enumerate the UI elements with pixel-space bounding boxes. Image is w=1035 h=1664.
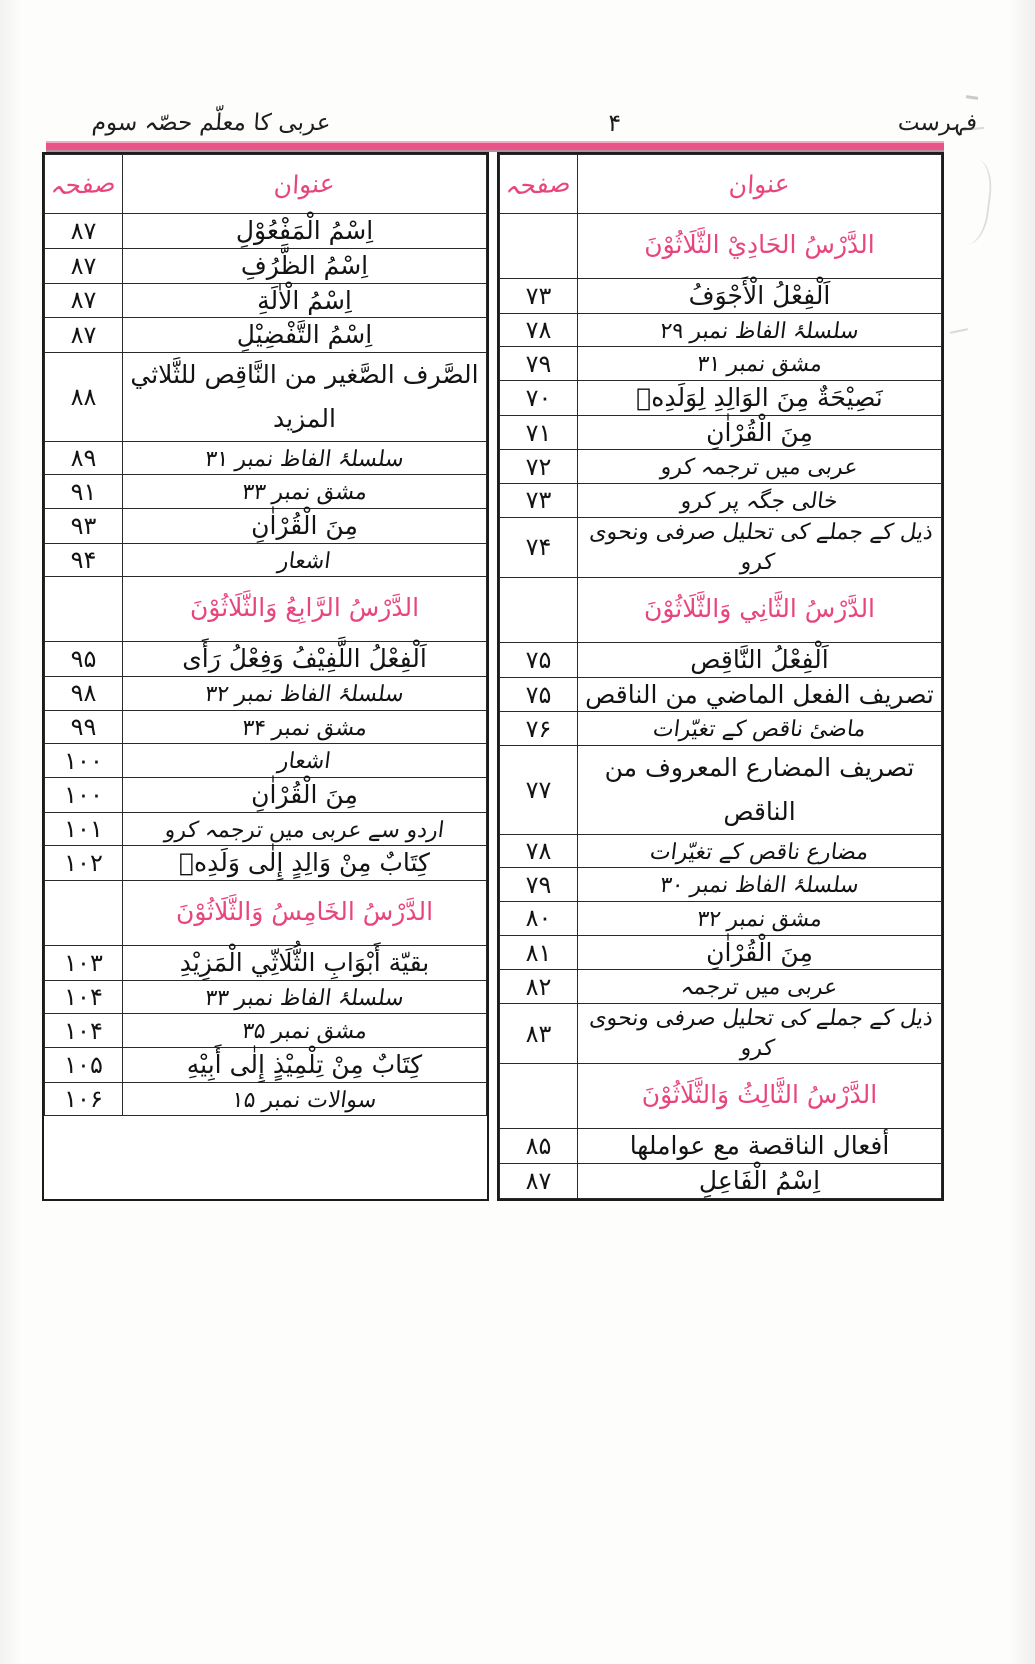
table-row bbox=[45, 710, 487, 744]
table-row bbox=[500, 278, 942, 313]
table-row bbox=[500, 935, 942, 970]
entry-page-number: ۸۲ bbox=[500, 970, 578, 1004]
entry-title-text: الدَّرْسُ الحَادِيْ الثَّلَاثُوْنَ bbox=[644, 230, 875, 259]
entry-title-text: اِسْمُ الْفَاعِلِ bbox=[698, 1165, 821, 1195]
entry-title-text: اَلْفِعْلُ اللَّفِيْفُ وَفِعْلُ رَأَى bbox=[182, 644, 427, 674]
entry-title-text: سلسلۂ الفاظ نمبر ۲۹ bbox=[658, 318, 861, 344]
table-row bbox=[500, 970, 942, 1004]
entry-title bbox=[578, 347, 942, 381]
entry-page-number: ۸۸ bbox=[45, 353, 123, 442]
table-row bbox=[500, 1004, 942, 1064]
entry-title-text: اِسْمُ الْمَفْعُوْلِ bbox=[235, 216, 374, 245]
table-row bbox=[45, 318, 487, 353]
entry-page-number: ۷۳ bbox=[500, 278, 578, 313]
entry-page-number: ۷۵ bbox=[500, 677, 578, 712]
entry-page-number: ۱۰۵ bbox=[45, 1047, 123, 1082]
table-header-row bbox=[500, 155, 942, 214]
table-row bbox=[45, 744, 487, 778]
entry-page-number: ۹۴ bbox=[45, 543, 123, 577]
entry-title bbox=[123, 881, 487, 946]
entry-page-number: ۸۷ bbox=[500, 1163, 578, 1198]
toc-panel-right bbox=[497, 152, 944, 1201]
table-row bbox=[45, 508, 487, 543]
entry-title bbox=[123, 353, 487, 442]
entry-title-text: مشق نمبر ۳۴ bbox=[240, 715, 369, 741]
table-row bbox=[500, 517, 942, 577]
entry-page-number: ۹۵ bbox=[45, 642, 123, 677]
entry-title bbox=[123, 945, 487, 980]
entry-title-text: مشق نمبر ۳۳ bbox=[240, 480, 369, 506]
entry-title-text: اشعار bbox=[276, 548, 333, 574]
entry-page-number bbox=[500, 1064, 578, 1129]
entry-page-number bbox=[500, 214, 578, 279]
entry-page-number: ۸۳ bbox=[500, 1004, 578, 1064]
entry-page-number: ۸۵ bbox=[500, 1129, 578, 1164]
entry-title-text: ذیل کے جملے کی تحلیل صرفی ونحوی کرو bbox=[588, 1006, 935, 1061]
table-header-row bbox=[45, 155, 487, 214]
entry-title bbox=[578, 712, 942, 746]
table-row bbox=[500, 642, 942, 677]
entry-title-text: عربی میں ترجمہ bbox=[679, 975, 840, 1001]
entry-title-text: اردو سے عربی میں ترجمہ کرو bbox=[163, 817, 446, 843]
entry-page-number bbox=[45, 881, 123, 946]
lesson-heading-row bbox=[500, 214, 942, 279]
entry-title bbox=[123, 248, 487, 283]
entry-title bbox=[123, 1047, 487, 1082]
entry-title-text: الدَّرْسُ الثَّانِي وَالثَّلَاثُوْنَ bbox=[643, 594, 876, 624]
table-row bbox=[45, 475, 487, 509]
table-row bbox=[500, 677, 942, 712]
entry-title bbox=[578, 313, 942, 347]
entry-title bbox=[578, 901, 942, 935]
lesson-heading-row bbox=[500, 1064, 942, 1129]
entry-title bbox=[578, 1004, 942, 1064]
entry-title bbox=[123, 846, 487, 881]
table-row bbox=[45, 1047, 487, 1082]
page-left-shadow bbox=[0, 0, 22, 1664]
entry-title-text: اِسْمُ الْاٰلَةِ bbox=[257, 285, 352, 315]
scan-artefact bbox=[950, 328, 968, 334]
entry-page-number: ۱۰۲ bbox=[45, 846, 123, 881]
entry-title bbox=[123, 577, 487, 642]
entry-title-text: الصَّرف الصَّغير من النَّاقِص للثَّلاثي المزيد bbox=[130, 360, 479, 433]
entry-title bbox=[578, 677, 942, 712]
entry-title-text: كِتَابٌ مِنْ وَالِدٍ إِلٰى وَلَدِهٖ bbox=[179, 848, 430, 878]
table-row bbox=[45, 214, 487, 249]
scan-artefact bbox=[939, 156, 995, 247]
entry-page-number: ۸۰ bbox=[500, 901, 578, 935]
table-row bbox=[45, 248, 487, 283]
entry-page-number: ۱۰۴ bbox=[45, 980, 123, 1014]
table-row bbox=[500, 712, 942, 746]
entry-title bbox=[123, 475, 487, 509]
entry-title bbox=[123, 642, 487, 677]
entry-title bbox=[578, 214, 942, 279]
table-row bbox=[45, 1014, 487, 1048]
entry-page-number: ۱۰۶ bbox=[45, 1082, 123, 1116]
entry-title-text: اَلْفِعْلُ الْأَجْوَفُ bbox=[688, 280, 831, 310]
entry-page-number: ۸۱ bbox=[500, 935, 578, 970]
lesson-heading-row bbox=[500, 578, 942, 643]
entry-title-text: اِسْمُ التَّفْضِيْلِ bbox=[236, 320, 373, 350]
entry-title-text: تصريف المضارع المعروف من الناقص bbox=[604, 753, 915, 826]
entry-title-text: مِنَ الْقُرْاٰنِ bbox=[706, 937, 813, 967]
entry-title bbox=[578, 935, 942, 970]
table-row bbox=[45, 980, 487, 1014]
entry-title-text: بقيّة أَبْوَابِ الثُّلَاثِّي الْمَزِيْدِ bbox=[179, 947, 430, 977]
lesson-heading-row bbox=[45, 577, 487, 642]
entry-title-text: عربی میں ترجمہ کرو bbox=[659, 455, 860, 481]
entry-title bbox=[578, 746, 942, 835]
column-header-title: عنوان bbox=[578, 155, 942, 214]
entry-title-text: اشعار bbox=[276, 749, 333, 775]
entry-title bbox=[123, 744, 487, 778]
entry-title-text: كِتَابٌ مِنْ تِلْمِيْذٍ إِلٰى أَبِيْهِ bbox=[186, 1049, 423, 1079]
entry-page-number: ۸۷ bbox=[45, 214, 123, 249]
entry-title-text: سلسلۂ الفاظ نمبر ۳۳ bbox=[203, 985, 406, 1011]
table-row bbox=[500, 901, 942, 935]
entry-title bbox=[578, 415, 942, 450]
entry-page-number: ۸۷ bbox=[45, 318, 123, 353]
entry-title-text: خالی جگہ پر کرو bbox=[679, 489, 840, 515]
entry-title bbox=[123, 812, 487, 846]
book-title: عربی کا معلّم حصّہ سوم bbox=[91, 109, 332, 136]
entry-title bbox=[123, 214, 487, 249]
entry-page-number: ۹۸ bbox=[45, 676, 123, 710]
table-row bbox=[45, 441, 487, 475]
entry-title bbox=[578, 578, 942, 643]
entry-title bbox=[578, 484, 942, 518]
column-header-title: عنوان bbox=[123, 155, 487, 214]
section-label: فہرست bbox=[897, 109, 978, 136]
entry-page-number: ۱۰۰ bbox=[45, 744, 123, 778]
page-number: ۴ bbox=[606, 108, 622, 137]
entry-page-number: ۱۰۱ bbox=[45, 812, 123, 846]
entry-page-number: ۱۰۴ bbox=[45, 1014, 123, 1048]
entry-page-number: ۷۲ bbox=[500, 450, 578, 484]
entry-title-text: مِنَ الْقُرْاٰنِ bbox=[251, 779, 358, 809]
entry-title-text: سلسلۂ الفاظ نمبر ۳۰ bbox=[658, 873, 861, 899]
entry-title bbox=[578, 450, 942, 484]
entry-page-number: ۷۳ bbox=[500, 484, 578, 518]
table-row bbox=[500, 1129, 942, 1164]
table-row bbox=[45, 642, 487, 677]
contents-panels bbox=[46, 152, 944, 1201]
entry-page-number bbox=[45, 577, 123, 642]
toc-panel-left bbox=[42, 152, 489, 1201]
entry-page-number: ۸۹ bbox=[45, 441, 123, 475]
entry-title-text: نَصِيْحَةٌ مِنَ الوَالِدِ لِوَلَدِهٖ bbox=[636, 382, 883, 412]
table-row bbox=[500, 746, 942, 835]
entry-title-text: سلسلۂ الفاظ نمبر ۳۲ bbox=[203, 681, 406, 707]
entry-title bbox=[578, 642, 942, 677]
entry-page-number: ۸۷ bbox=[45, 248, 123, 283]
entry-title bbox=[578, 1129, 942, 1164]
table-row bbox=[45, 283, 487, 318]
entry-page-number: ۹۳ bbox=[45, 508, 123, 543]
entry-title bbox=[123, 441, 487, 475]
toc-body-right bbox=[500, 214, 942, 1199]
entry-page-number: ۷۹ bbox=[500, 868, 578, 902]
entry-title-text: مشق نمبر ۳۵ bbox=[240, 1019, 369, 1045]
entry-page-number: ۷۷ bbox=[500, 746, 578, 835]
entry-page-number: ۷۸ bbox=[500, 313, 578, 347]
table-row bbox=[500, 415, 942, 450]
table-row bbox=[500, 450, 942, 484]
entry-title-text: سوالات نمبر ۱۵ bbox=[230, 1087, 379, 1113]
entry-page-number: ۷۵ bbox=[500, 642, 578, 677]
entry-title bbox=[578, 834, 942, 868]
entry-title bbox=[123, 1014, 487, 1048]
column-header-page: صفحہ bbox=[45, 155, 123, 214]
entry-title-text: تصريف الفعل الماضي من الناقص bbox=[585, 679, 934, 709]
entry-page-number: ۸۷ bbox=[45, 283, 123, 318]
table-row bbox=[500, 484, 942, 518]
entry-title-text: اِسْمُ الظَّرُفِ bbox=[240, 250, 369, 280]
running-header bbox=[40, 88, 995, 136]
entry-title bbox=[123, 283, 487, 318]
entry-title bbox=[578, 1064, 942, 1129]
entry-title bbox=[123, 980, 487, 1014]
page-right-shadow bbox=[1009, 0, 1035, 1664]
toc-table-left bbox=[44, 154, 487, 1116]
entry-title-text: الدَّرْسُ الرَّابِعُ وَالثَّلَاثُوْنَ bbox=[189, 593, 420, 623]
table-row bbox=[500, 380, 942, 415]
entry-page-number: ۷۱ bbox=[500, 415, 578, 450]
entry-title-text: الدَّرْسُ الثَّالِثُ وَالثَّلَاثُوْنَ bbox=[641, 1080, 878, 1110]
entry-title-text: ماضیٔ ناقص کے تغیّرات bbox=[651, 717, 868, 743]
entry-title bbox=[578, 278, 942, 313]
entry-page-number: ۷۹ bbox=[500, 347, 578, 381]
table-row bbox=[500, 347, 942, 381]
table-row bbox=[45, 945, 487, 980]
table-row bbox=[45, 846, 487, 881]
entry-title-text: مشق نمبر ۳۲ bbox=[695, 906, 824, 932]
entry-page-number: ۱۰۳ bbox=[45, 945, 123, 980]
entry-title-text: مِنَ الْقُرْاٰنِ bbox=[706, 417, 813, 447]
entry-title-text: أفعال الناقصة مع عواملها bbox=[629, 1131, 890, 1161]
entry-title bbox=[578, 1163, 942, 1198]
table-row bbox=[45, 777, 487, 812]
table-row bbox=[45, 353, 487, 442]
table-row bbox=[500, 313, 942, 347]
entry-page-number bbox=[500, 578, 578, 643]
table-row bbox=[45, 543, 487, 577]
entry-title-text: الدَّرْسُ الخَامِسُ وَالثَّلَاثُوْنَ bbox=[175, 897, 434, 927]
entry-title bbox=[123, 318, 487, 353]
entry-page-number: ۹۱ bbox=[45, 475, 123, 509]
toc-table-right bbox=[499, 154, 942, 1199]
entry-page-number: ۱۰۰ bbox=[45, 777, 123, 812]
entry-title bbox=[578, 380, 942, 415]
entry-page-number: ۷۸ bbox=[500, 834, 578, 868]
entry-title-text: مشق نمبر ۳۱ bbox=[695, 352, 824, 378]
entry-title bbox=[123, 710, 487, 744]
entry-title bbox=[123, 508, 487, 543]
entry-page-number: ۷۶ bbox=[500, 712, 578, 746]
entry-title bbox=[578, 868, 942, 902]
entry-title bbox=[123, 1082, 487, 1116]
table-row bbox=[500, 868, 942, 902]
entry-title bbox=[123, 676, 487, 710]
entry-title bbox=[578, 517, 942, 577]
entry-title bbox=[123, 777, 487, 812]
entry-title bbox=[578, 970, 942, 1004]
entry-title-text: سلسلۂ الفاظ نمبر ۳۱ bbox=[203, 446, 406, 472]
entry-page-number: ۷۴ bbox=[500, 517, 578, 577]
entry-page-number: ۷۰ bbox=[500, 380, 578, 415]
table-row bbox=[500, 834, 942, 868]
entry-title-text: مضارع ناقص کے تغیّرات bbox=[648, 839, 871, 865]
table-row bbox=[45, 1082, 487, 1116]
column-header-page: صفحہ bbox=[500, 155, 578, 214]
entry-title bbox=[123, 543, 487, 577]
table-row bbox=[500, 1163, 942, 1198]
lesson-heading-row bbox=[45, 881, 487, 946]
table-row bbox=[45, 676, 487, 710]
entry-title-text: ذیل کے جملے کی تحلیل صرفی ونحوی کرو bbox=[588, 519, 935, 575]
table-row bbox=[45, 812, 487, 846]
entry-title-text: مِنَ الْقُرْاٰنِ bbox=[251, 510, 358, 540]
entry-page-number: ۹۹ bbox=[45, 710, 123, 744]
entry-title-text: اَلْفِعْلُ النَّاقِص bbox=[690, 644, 829, 674]
toc-body-left bbox=[45, 214, 487, 1116]
